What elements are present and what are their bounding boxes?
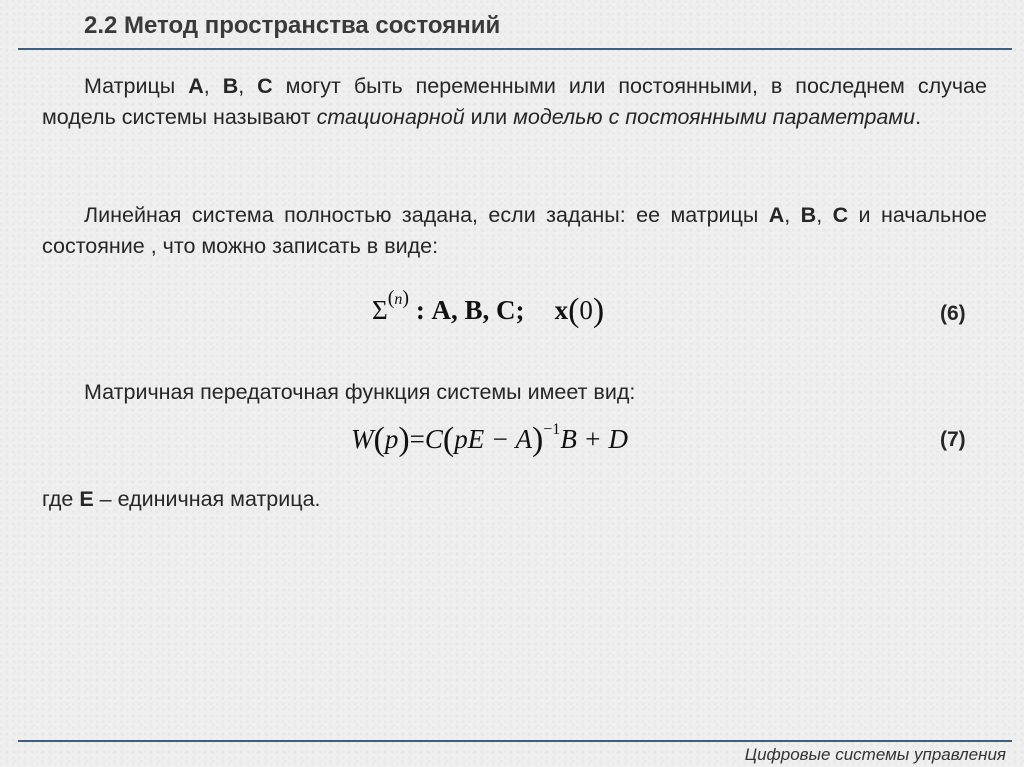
eq7-c: C	[424, 424, 443, 454]
footer-divider	[18, 740, 1012, 742]
p2-sep-1: ,	[784, 203, 801, 227]
eq7-inner: pE − A	[454, 424, 532, 454]
eq7-lhs: W	[351, 424, 374, 454]
paragraph-matrices	[42, 71, 987, 133]
p1-matrix-b: B	[222, 74, 239, 98]
p1-text-2: могут быть переменными или постоянными, в последнем случае модель системы называют	[42, 74, 987, 129]
p1-matrix-a: A	[188, 74, 204, 98]
p1-term-constant-params: моделью с постоянными параметрами	[513, 105, 916, 129]
p4-matrix-e: E	[79, 487, 94, 511]
p1-text-4: .	[915, 105, 922, 129]
p1-matrix-c: C	[257, 74, 273, 98]
p4-text-2: – единичная матрица.	[93, 487, 321, 511]
p1-sep-1: ,	[203, 74, 223, 98]
paragraph-linear-system	[42, 200, 987, 262]
p1-sep-2: ,	[238, 74, 258, 98]
p1-text-3: или	[464, 105, 514, 129]
eq7-equals: =	[409, 424, 425, 454]
equation-6-number: (6)	[940, 302, 966, 325]
p2-matrix-a: A	[768, 203, 785, 227]
eq6-arg-open: (	[568, 292, 580, 329]
p4-text-1: где	[42, 487, 80, 511]
p2-matrix-c: C	[832, 203, 849, 227]
equation-7: W(p)=C(pE − A)$^{-1}$B + D	[351, 421, 629, 458]
p2-text-2: и начальное состояние , что можно записать в виде:	[42, 203, 987, 258]
paragraph-transfer-function	[42, 377, 987, 408]
eq6-arg: 0	[579, 295, 593, 325]
eq6-arg-close: )	[592, 292, 605, 329]
p1-text-1: Матрицы	[84, 74, 189, 98]
eq7-exponent: −1	[543, 421, 561, 438]
equation-7-number: (7)	[940, 428, 966, 451]
p2-sep-2: ,	[816, 203, 833, 227]
equation-6	[372, 287, 605, 329]
eq6-superscript: (n)	[387, 287, 410, 309]
p3-text: Матричная передаточная функция системы имеет вид:	[84, 380, 636, 404]
header-divider	[18, 48, 1012, 50]
eq7-p: p	[384, 424, 399, 454]
eq7-tail: B + D	[560, 424, 629, 454]
p1-term-stationary: стационарной	[316, 105, 465, 129]
eq6-sigma: Σ	[372, 295, 388, 325]
p2-text-1: Линейная система полностью задана, если заданы: ее матрицы	[84, 203, 769, 227]
p2-matrix-b: B	[800, 203, 817, 227]
eq6-state-x: x	[554, 295, 569, 325]
slide-title: 2.2 Метод пространства состояний	[84, 12, 501, 39]
footer-course-name: Цифровые системы управления	[744, 745, 1006, 764]
paragraph-identity-matrix	[42, 484, 987, 515]
eq6-body: : A, B, C;	[409, 295, 525, 325]
